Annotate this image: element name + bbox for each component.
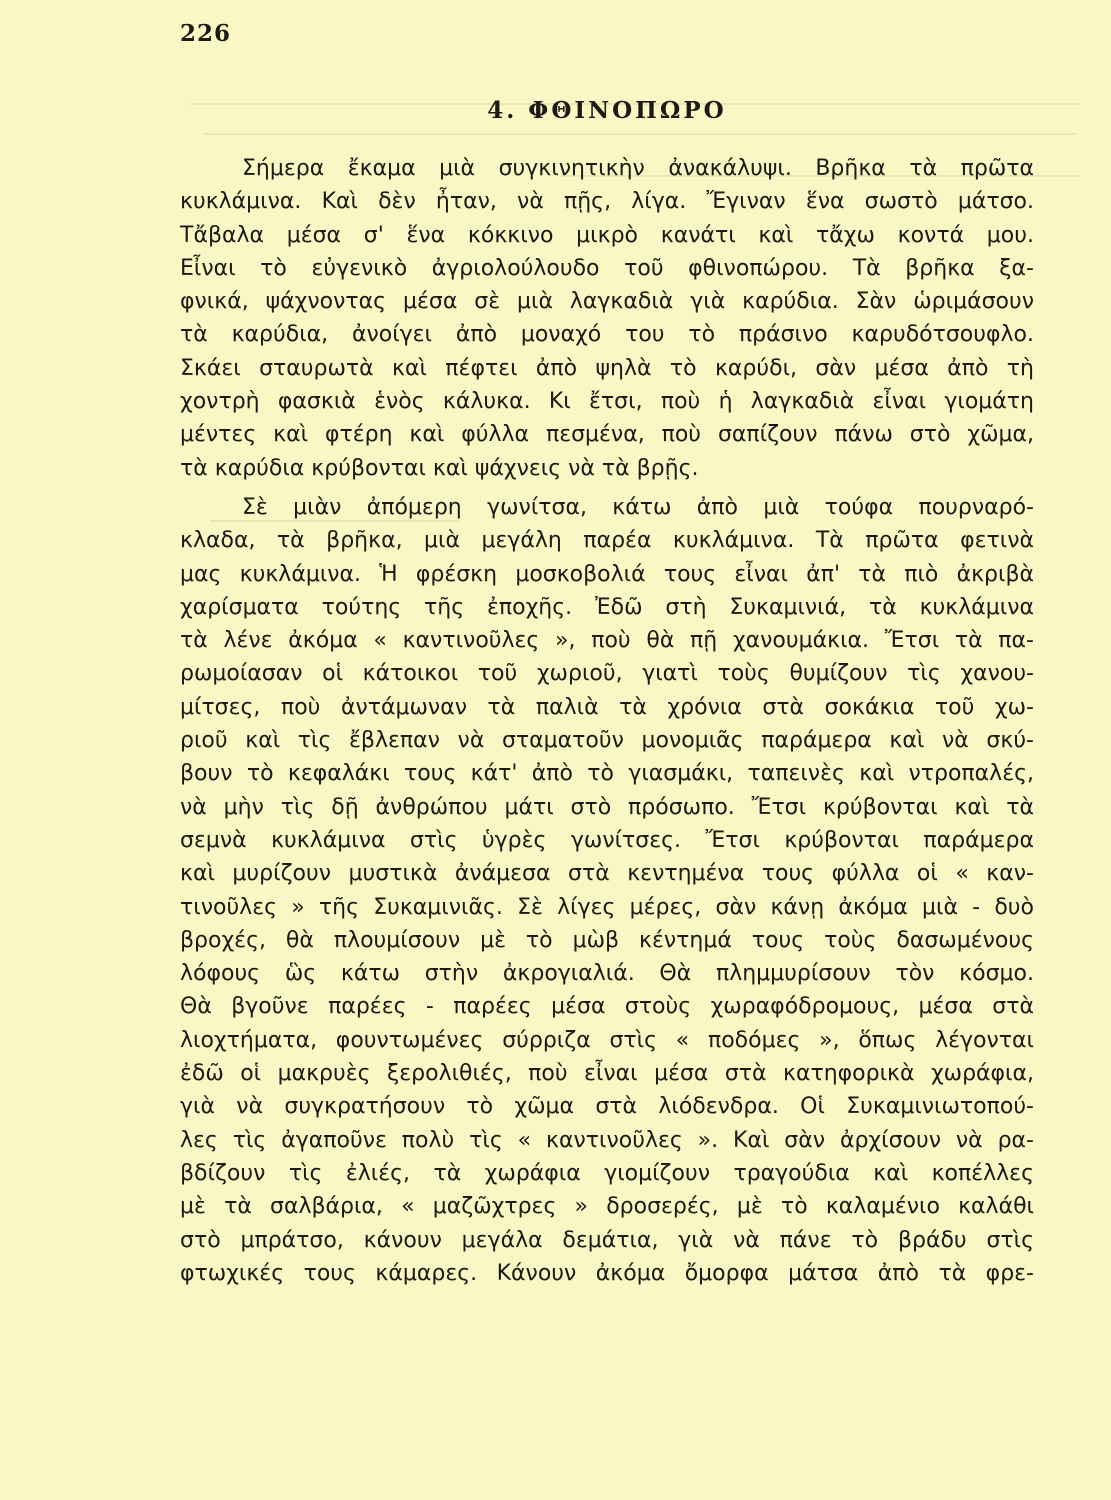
text-line: Σκάει σταυρωτὰ καὶ πέφτει ἀπὸ ψηλὰ τὸ καρύδι, σὰν μέσα ἀπὸ τὴ: [180, 355, 1034, 381]
text-line: μας κυκλάμινα. Ἡ φρέσκη μοσκοβολιά τους εἶναι ἀπ' τὰ πιὸ ἀκριβὰ: [180, 561, 1034, 587]
text-line: κυκλάμινα. Καὶ δὲν ἦταν, νὰ πῇς, λίγα. Ἔγιναν ἕνα σωστὸ μάτσο.: [180, 189, 1034, 215]
text-line: Σήμερα ἔκαμα μιὰ συγκινητικὴν ἀνακάλυψι. Βρῆκα τὰ πρῶτα: [242, 156, 1034, 181]
text-line: τὰ καρύδια, ἀνοίγει ἀπὸ μοναχό του τὸ πράσινο καρυδότσουφλο.: [180, 322, 1034, 348]
text-line: χαρίσματα τούτης τῆς ἐποχῆς. Ἐδῶ στὴ Συκαμινιά, τὰ κυκλάμινα: [180, 594, 1034, 620]
text-line: βροχές, θὰ πλουμίσουν μὲ τὸ μὼβ κέντημά τους τοὺς δασωμένους: [180, 927, 1034, 953]
page-number: 226: [180, 20, 232, 47]
text-line: βδίζουν τὶς ἐλιές, τὰ χωράφια γιομίζουν τραγούδια καὶ κοπέλλες: [180, 1160, 1034, 1186]
text-line: καὶ μυρίζουν μυστικὰ ἀνάμεσα στὰ κεντημένα τους φύλλα οἱ « καν-: [180, 861, 1034, 887]
body-text: [180, 152, 1034, 1290]
text-line: Σὲ μιὰν ἀπόμερη γωνίτσα, κάτω ἀπὸ μιὰ τούφα πουρναρό-: [242, 494, 1034, 520]
text-line: στὸ μπράτσο, κάνουν μεγάλα δεμάτια, γιὰ νὰ πάνε τὸ βράδυ στὶς: [180, 1227, 1034, 1253]
text-line: Θὰ βγοῦνε παρέες - παρέες μέσα στοὺς χωραφόδρομους, μέσα στὰ: [180, 994, 1034, 1020]
text-line: Εἶναι τὸ εὐγενικὸ ἀγριολούλουδο τοῦ φθινοπώρου. Τὰ βρῆκα ξα-: [180, 255, 1034, 281]
text-line: βουν τὸ κεφαλάκι τους κάτ' ἀπὸ τὸ γιασμάκι, ταπεινὲς καὶ ντροπαλές,: [180, 761, 1034, 787]
text-line: μέντες καὶ φτέρη καὶ φύλλα πεσμένα, ποὺ σαπίζουν πάνω στὸ χῶμα,: [180, 422, 1034, 448]
text-line: κλαδα, τὰ βρῆκα, μιὰ μεγάλη παρέα κυκλάμινα. Τὰ πρῶτα φετινὰ: [180, 528, 1034, 554]
text-line: τινοῦλες » τῆς Συκαμινιᾶς. Σὲ λίγες μέρες, σὰν κάνῃ ἀκόμα μιὰ - δυὸ: [180, 894, 1034, 920]
text-line: τὰ καρύδια κρύβονται καὶ ψάχνεις νὰ τὰ βρῇς.: [180, 455, 699, 481]
text-line: τὰ λένε ἀκόμα « καντινοῦλες », ποὺ θὰ πῇ χανουμάκια. Ἔτσι τὰ πα-: [180, 628, 1034, 654]
text-line: λόφους ὣς κάτω στὴν ἀκρογιαλιά. Θὰ πλημμυρίσουν τὸν κόσμο.: [180, 961, 1034, 987]
text-line: φτωχικές τους κάμαρες. Κάνουν ἀκόμα ὄμορφα μάτσα ἀπὸ τὰ φρε-: [180, 1260, 1034, 1286]
text-line: νὰ μὴν τὶς δῇ ἀνθρώπου μάτι στὸ πρόσωπο. Ἔτσι κρύβονται καὶ τὰ: [180, 794, 1034, 820]
text-line: σεμνὰ κυκλάμινα στὶς ὑγρὲς γωνίτσες. Ἔτσι κρύβονται παράμερα: [180, 827, 1034, 853]
paragraph-2: [180, 491, 1034, 1290]
chapter-title: 4. ΦΘΙΝΟΠΩΡΟ: [487, 97, 727, 124]
text-line: φνικά, ψάχνοντας μέσα σὲ μιὰ λαγκαδιὰ γιὰ καρύδια. Σὰν ὡριμάσουν: [180, 289, 1034, 315]
text-line: ρωμοίασαν οἱ κάτοικοι τοῦ χωριοῦ, γιατὶ τοὺς θυμίζουν τὶς χανου-: [180, 661, 1034, 687]
text-line: ριοῦ καὶ τὶς ἔβλεπαν νὰ σταματοῦν μονομιᾶς παράμερα καὶ νὰ σκύ-: [180, 728, 1034, 754]
text-line: λες τὶς ἀγαποῦνε πολὺ τὶς « καντινοῦλες ». Καὶ σὰν ἀρχίσουν νὰ ρα-: [180, 1127, 1034, 1153]
text-line: χοντρὴ φασκιὰ ἑνὸς κάλυκα. Κι ἔτσι, ποὺ ἡ λαγκαδιὰ εἶναι γιομάτη: [180, 389, 1034, 415]
text-line: μίτσες, ποὺ ἀντάμωναν τὰ παλιὰ τὰ χρόνια στὰ σοκάκια τοῦ χω-: [180, 694, 1034, 720]
text-line: ἐδῶ οἱ μακρυὲς ξερολιθιές, ποὺ εἶναι μέσα στὰ κατηφορικὰ χωράφια,: [180, 1061, 1034, 1087]
text-line: γιὰ νὰ συγκρατήσουν τὸ χῶμα στὰ λιόδενδρα. Οἱ Συκαμινιωτοπού-: [180, 1094, 1034, 1120]
text-line: μὲ τὰ σαλβάρια, « μαζῶχτρες » δροσερές, μὲ τὸ καλαμένιο καλάθι: [180, 1194, 1034, 1220]
text-line: Τἄβαλα μέσα σ' ἕνα κόκκινο μικρὸ κανάτι καὶ τἄχω κοντά μου.: [180, 222, 1034, 248]
paragraph-1: [180, 152, 1034, 485]
text-line: λιοχτήματα, φουντωμένες σύρριζα στὶς « ποδόμες », ὅπως λέγονται: [180, 1027, 1034, 1053]
